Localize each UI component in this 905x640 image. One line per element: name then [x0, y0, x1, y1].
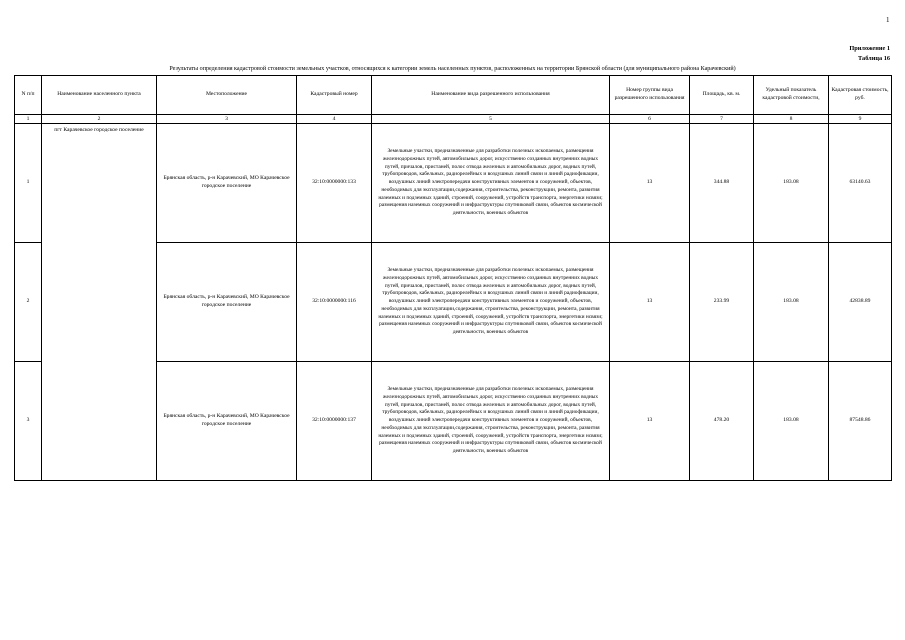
page-number: 1: [886, 16, 890, 24]
column-number: 9: [829, 115, 892, 124]
settlement-name: пгт Карачевское городское поселение: [42, 124, 157, 481]
column-number: 2: [42, 115, 157, 124]
row-number: 2: [15, 243, 42, 362]
table-label: Таблица 16: [858, 55, 890, 63]
area-cell: 478.20: [690, 362, 754, 481]
row-number: 1: [15, 124, 42, 243]
cadastral-number: 32:10:0000000:137: [297, 362, 372, 481]
column-number: 7: [690, 115, 754, 124]
row-number: 3: [15, 362, 42, 481]
use-group: 13: [610, 124, 690, 243]
column-number: 3: [157, 115, 297, 124]
header-cell: Номер группы вида разрешенного использования: [610, 76, 690, 115]
header-cell: Удельный показатель кадастровой стоимости,: [754, 76, 829, 115]
appendix-label: Приложение 1: [849, 45, 890, 52]
header-row: [15, 76, 892, 115]
location-cell: Брянская область, р-н Карачевский, МО Карачевское городское поселение: [157, 124, 297, 243]
column-number: 4: [297, 115, 372, 124]
header-cell: Площадь, кв. м.: [690, 76, 754, 115]
document-title: Результаты определения кадастровой стоимости земельных участков, относящихся к категории земель населенных пунктов, расположенных на территории Брянской области (для муниципального района Карачевский): [169, 66, 736, 72]
appendix-block: [849, 44, 890, 65]
column-number-row: [15, 115, 892, 124]
specific-value-cell: 183.08: [754, 243, 829, 362]
header-cell: N п/п: [15, 76, 42, 115]
location-cell: Брянская область, р-н Карачевский, МО Карачевское городское поселение: [157, 362, 297, 481]
column-number: 1: [15, 115, 42, 124]
header-cell: Кадастровый номер: [297, 76, 372, 115]
cadastral-number: 32:10:0000000:116: [297, 243, 372, 362]
area-cell: 344.88: [690, 124, 754, 243]
location-cell: Брянская область, р-н Карачевский, МО Карачевское городское поселение: [157, 243, 297, 362]
header-cell: Наименование населенного пункта: [42, 76, 157, 115]
header-cell: Наименование вида разрешенного использования: [372, 76, 610, 115]
column-number: 6: [610, 115, 690, 124]
cadastral-value-cell: 42838.89: [829, 243, 892, 362]
cadastral-value-cell: 63140.63: [829, 124, 892, 243]
use-group: 13: [610, 243, 690, 362]
permitted-use-cell: Земельные участки, предназначенные для разработки полезных ископаемых, размещения железнодорожных путей, автомобильных дорог, искусственно созданных внутренних водных путей, причалов, пристаней, полос отвода железных и автомобильных дорог, водных путей, трубопроводов, кабельных, радиорелейных и воздушных линий связи и линий радиофикации, воздушных линий электропередачи конструктивных элементов и сооружений, объектов, необходимых для эксплуатации,содержания, строительства, реконструкции, ремонта, развития наземных и подземных зданий, строений, сооружений, устройств транспорта, энергетики нсвязи; размещения наземных сооружений и инфраструктуры спутниковой связи, объектов космической деятельности, военных объектов: [372, 124, 610, 243]
permitted-use-cell: Земельные участки, предназначенные для разработки полезных ископаемых, размещения железнодорожных путей, автомобильных дорог, искусственно созданных внутренних водных путей, причалов, пристаней, полос отвода железных и автомобильных дорог, водных путей, трубопроводов, кабельных, радиорелейных и воздушных линий связи и линий радиофикации, воздушных линий электропередачи конструктивных элементов и сооружений, объектов, необходимых для эксплуатации,содержания, строительства, реконструкции, ремонта, развития наземных и подземных зданий, строений, сооружений, устройств транспорта, энергетики нсвязи; размещения наземных сооружений и инфраструктуры спутниковой связи, объектов космической деятельности, военных объектов: [372, 243, 610, 362]
cadastral-value-cell: 87548.86: [829, 362, 892, 481]
use-group: 13: [610, 362, 690, 481]
specific-value-cell: 183.08: [754, 124, 829, 243]
column-number: 8: [754, 115, 829, 124]
permitted-use-cell: Земельные участки, предназначенные для разработки полезных ископаемых, размещения железнодорожных путей, автомобильных дорог, искусственно созданных внутренних водных путей, причалов, пристаней, полос отвода железных и автомобильных дорог, водных путей, трубопроводов, кабельных, радиорелейных и воздушных линий связи и линий радиофикации, воздушных линий электропередачи конструктивных элементов и сооружений, объектов, необходимых для эксплуатации,содержания, строительства, реконструкции, ремонта, развития наземных и подземных зданий, строений, сооружений, устройств транспорта, энергетики нсвязи; размещения наземных сооружений и инфраструктуры спутниковой связи, объектов космической деятельности, военных объектов: [372, 362, 610, 481]
header-cell: Местоположение: [157, 76, 297, 115]
header-cell: Кадастровая стоимость, руб.: [829, 76, 892, 115]
cadastral-table: [14, 75, 892, 481]
area-cell: 233.99: [690, 243, 754, 362]
specific-value-cell: 183.08: [754, 362, 829, 481]
cadastral-number: 32:10:0000000:133: [297, 124, 372, 243]
column-number: 5: [372, 115, 610, 124]
table-row: [15, 124, 892, 243]
